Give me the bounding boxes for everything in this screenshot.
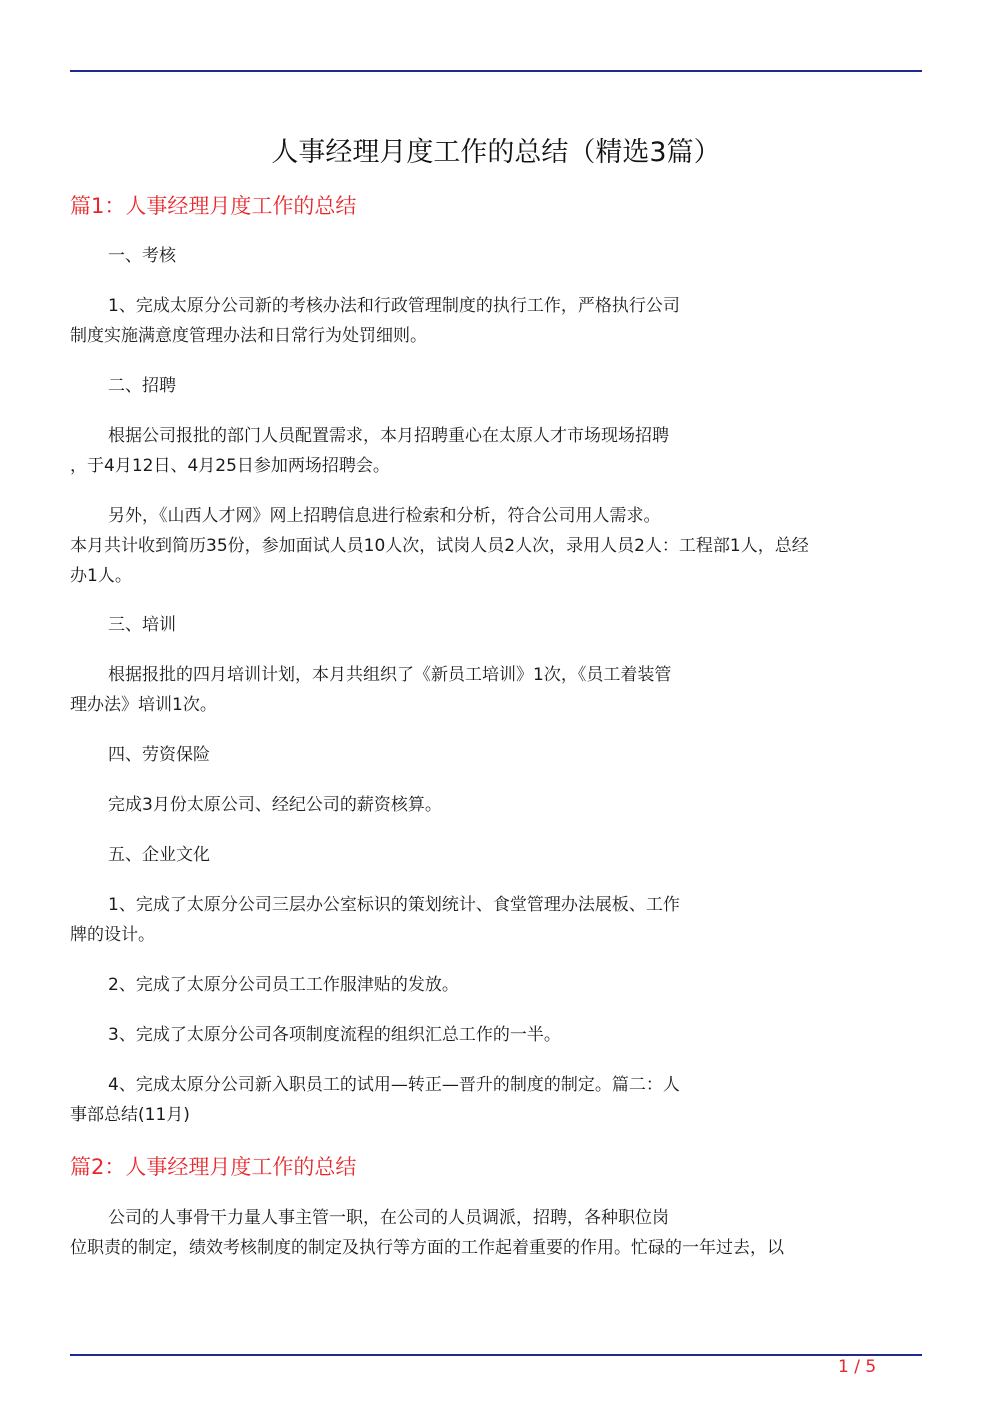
paragraph: [70, 970, 459, 1000]
paragraph: [70, 1070, 680, 1130]
paragraph: [70, 840, 210, 870]
paragraph-line: 另外，《山西人才网》网上招聘信息进行检索和分析，符合公司用人需求。: [108, 506, 661, 526]
paragraph-line: 根据报批的四月培训计划，本月共组织了《新员工培训》1次，《员工着装管: [108, 665, 672, 685]
paragraph-line: 本月共计收到简历35份，参加面试人员10人次，试岗人员2人次，录用人员2人：工程部1人，总经: [70, 536, 809, 556]
paragraph-line: 3、完成了太原分公司各项制度流程的组织汇总工作的一半。: [108, 1025, 561, 1045]
section-heading-1: 篇1：人事经理月度工作的总结: [70, 194, 357, 218]
paragraph: [70, 610, 176, 640]
paragraph: [70, 790, 442, 820]
paragraph: [70, 501, 809, 591]
paragraph-line: 事部总结(11月): [70, 1105, 190, 1125]
paragraph-line: 理办法》培训1次。: [70, 695, 217, 715]
paragraph: [70, 890, 680, 950]
section-heading-2: 篇2：人事经理月度工作的总结: [70, 1155, 357, 1179]
paragraph-line: 四、劳资保险: [108, 745, 210, 765]
document-title: 人事经理月度工作的总结（精选3篇）: [271, 137, 721, 168]
paragraph: [70, 1203, 784, 1263]
paragraph-line: 位职责的制定，绩效考核制度的制定及执行等方面的工作起着重要的作用。忙碌的一年过去，以: [70, 1238, 784, 1258]
paragraph-line: 一、考核: [108, 246, 176, 266]
paragraph-line: 2、完成了太原分公司员工工作服津贴的发放。: [108, 975, 459, 995]
paragraph: [70, 421, 669, 481]
page-indicator: 1 / 5: [838, 1357, 877, 1377]
paragraph-line: 4、完成太原分公司新入职员工的试用—转正—晋升的制度的制定。篇二：人: [108, 1075, 680, 1095]
paragraph: [70, 241, 176, 271]
paragraph-line: 三、培训: [108, 615, 176, 635]
paragraph-line: 制度实施满意度管理办法和日常行为处罚细则。: [70, 326, 427, 346]
paragraph: [70, 660, 671, 720]
paragraph-line: 二、招聘: [108, 376, 176, 396]
paragraph-line: ，于4月12日、4月25日参加两场招聘会。: [70, 456, 390, 476]
paragraph-line: 完成3月份太原公司、经纪公司的薪资核算。: [108, 795, 442, 815]
paragraph: [70, 1020, 561, 1050]
footer-rule: [70, 1354, 922, 1356]
paragraph-line: 1、完成了太原分公司三层办公室标识的策划统计、食堂管理办法展板、工作: [108, 895, 680, 915]
paragraph-line: 1、完成太原分公司新的考核办法和行政管理制度的执行工作，严格执行公司: [108, 296, 680, 316]
paragraph-line: 牌的设计。: [70, 925, 155, 945]
paragraph: [70, 740, 210, 770]
header-rule: [70, 70, 922, 72]
paragraph: [70, 291, 680, 351]
paragraph-line: 根据公司报批的部门人员配置需求，本月招聘重心在太原人才市场现场招聘: [108, 426, 669, 446]
paragraph-line: 五、企业文化: [108, 845, 210, 865]
paragraph: [70, 371, 176, 401]
paragraph-line: 办1人。: [70, 566, 132, 586]
paragraph-line: 公司的人事骨干力量人事主管一职，在公司的人员调派，招聘，各种职位岗: [108, 1208, 669, 1228]
